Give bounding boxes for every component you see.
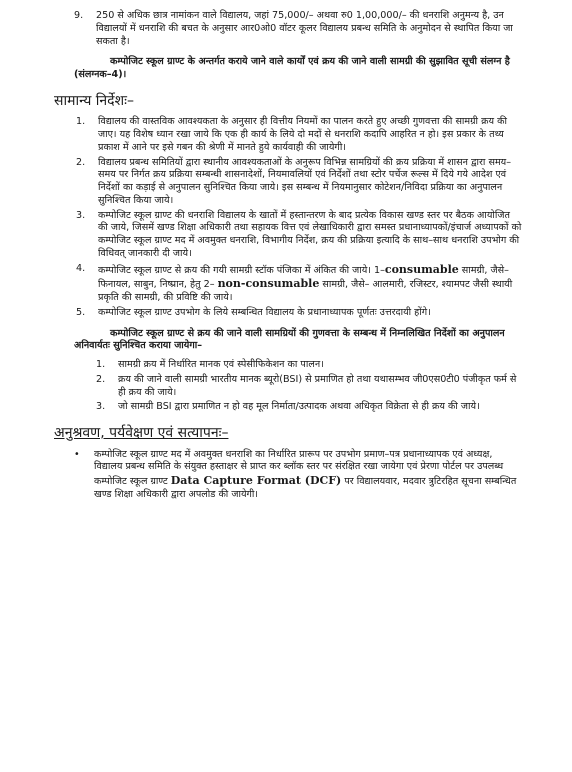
item-text: विद्यालय की वास्तविक आवश्यकता के अनुसार ही वित्तीय नियमों का पालन करते हुए अच्छी गुणवत्ता की सामग्री क्रय की जाए। यह विशेष ध्यान रखा जाये कि एक ही कार्य के लिये दो मदों से धनराशि कदापि आहरित न हो। इस प्रकार के तथ्य प्रकाश में आने पर इसे गबन की श्रेणी में मानते हुये कार्यवाही की जायेगी। bbox=[98, 116, 507, 153]
item-text: जो सामग्री BSI द्वारा प्रमाणित न हो वह मूल निर्माता/उत्पादक अथवा अधिकृत विक्रेता से ही क्रय की जाये। bbox=[118, 401, 480, 413]
item-number: 3. bbox=[96, 401, 106, 413]
monitoring-list bbox=[72, 449, 522, 502]
item-number: 2. bbox=[76, 156, 86, 168]
list-item bbox=[72, 449, 522, 502]
list-item bbox=[76, 157, 522, 208]
item-text-b: पर विद्यालयवार, मदवार त्रुटिरहित सूचना सम्बन्धित खण्ड शिक्षा अधिकारी द्वारा अपलोड की जायेगी। bbox=[94, 476, 517, 500]
composite-list-paragraph: कम्पोजिट स्कूल ग्राण्ट के अन्तर्गत कराये जाने वाले कार्यों एवं क्रय की जाने वाली सामग्री की सुझावित सूची संलग्न है (संलग्नक–4)। bbox=[74, 56, 510, 80]
item-number: 2. bbox=[96, 373, 106, 385]
item-text: सामग्री क्रय में निर्धारित मानक एवं स्पेसीफिकेशन का पालन। bbox=[118, 359, 324, 371]
quality-paragraph: कम्पोजिट स्कूल ग्राण्ट से क्रय की जाने वाली सामग्रियों की गुणवत्ता के सम्बन्ध में निम्नलिखित निर्देशों का अनुपालन अनिवार्यतः सुनिश्चित कराया जायेगा– bbox=[74, 327, 505, 352]
non-consumable-term: non-consumable bbox=[217, 277, 320, 291]
item-text: विद्यालय प्रबन्ध समितियों द्वारा स्थानीय आवश्यकताओं के अनुरूप विभिन्न सामग्रियों की क्रय प्रक्रिया में शासन द्वारा समय–समय पर निर्गत क्रय प्रक्रिया सम्बन्धी शासनादेशों, नियमावलियों एवं निर्देशों तथा स्टोर पर्चेज रूल्स में दिये गये आदेश एवं निर्देशों का कड़ाई से अनुपालन सुनिश्चित किया जाये। इस सम्बन्ध में नियमानुसार कोटेशन/निविदा प्रक्रिया का अनुपालन सुनिश्चित किया जाये। bbox=[98, 156, 512, 206]
item-text: 250 से अधिक छात्र नामांकन वाले विद्यालय, जहां 75,000/– अथवा रु0 1,00,000/– की धनराशि अनुमन्य है, उन विद्यालयों में धनराशि की बचत के अनुसार आर0ओ0 वॉटर कूलर विद्यालय प्रबन्ध समिति के अनुमोदन से स्थापित किया जा सकता है। bbox=[96, 10, 513, 47]
item-number: 3. bbox=[76, 209, 86, 221]
item-text-line1: कम्पोजिट स्कूल ग्राण्ट से क्रय की गयी सामग्री स्टॉक पंजिका में अंकित की जाये। 1– bbox=[98, 264, 385, 276]
item-number: 4. bbox=[76, 262, 86, 274]
item-text-mid: सामग्री, जैसे– फिनायल, साबुन, निष्प्रान, हेतु 2– bbox=[98, 264, 509, 291]
dcf-term: Data Capture Format (DCF) bbox=[170, 474, 342, 488]
bullet-icon: • bbox=[74, 448, 80, 460]
quality-instructions-list bbox=[96, 359, 522, 414]
item-number: 9. bbox=[74, 10, 84, 21]
list-item bbox=[76, 210, 522, 261]
list-item bbox=[76, 116, 522, 154]
item-text-rest: सामग्री, जैसे– आलमारी, रजिस्टर, श्यामपट जैसी स्थायी प्रकृति की सामग्री, की प्रविष्टि की जाये। bbox=[98, 279, 513, 304]
list-item bbox=[76, 263, 522, 305]
item-number: 1. bbox=[96, 359, 106, 371]
item-text: क्रय की जाने वाली सामग्री भारतीय मानक ब्यूरो(BSI) से प्रमाणित हो तथा यथासम्भव जी0एस0टी0 पंजीकृत फर्म से ही क्रय की जाये। bbox=[118, 373, 517, 398]
general-instructions-list bbox=[76, 116, 522, 319]
item-text: कम्पोजिट स्कूल ग्राण्ट की धनराशि विद्यालय के खातों में हस्तान्तरण के बाद प्रत्येक विकास खण्ड स्तर पर बैठक आयोजित की जाये, जिसमें खण्ड शिक्षा अधिकारी तथा सहायक वित्त एवं लेखाधिकारी द्वारा समस्त प्रधानाध्यापकों/इंचार्ज अध्यापकों को कम्पोजिट स्कूल ग्राण्ट मद में अवमुक्त धनराशि, विभागीय निर्देश, क्रय की प्रक्रिया इत्यादि के साथ–साथ धनराशि उपभोग की विधिवत् जानकारी दी जाये। bbox=[98, 209, 522, 259]
list-item bbox=[96, 359, 522, 372]
monitoring-heading: अनुश्रवण, पर्यवेक्षण एवं सत्यापनः– bbox=[54, 425, 229, 442]
general-instructions-heading: सामान्य निर्देशः– bbox=[54, 92, 134, 109]
item-text bbox=[94, 449, 522, 502]
intro-list-item bbox=[74, 10, 522, 48]
item-number: 5. bbox=[76, 306, 86, 318]
list-item bbox=[96, 374, 522, 400]
list-item bbox=[96, 401, 522, 414]
list-item bbox=[76, 307, 522, 320]
item-text bbox=[98, 263, 522, 305]
item-text: कम्पोजिट स्कूल ग्राण्ट उपभोग के लिये सम्बन्धित विद्यालय के प्रधानाध्यापक पूर्णतः उत्तरदायी होंगे। bbox=[98, 306, 431, 318]
consumable-term: consumable bbox=[384, 262, 459, 276]
item-number: 1. bbox=[76, 116, 86, 128]
item-text-a: कम्पोजिट स्कूल ग्राण्ट मद में अवमुक्त धनराशि का निर्धारित प्रारूप पर उपभोग प्रमाण–पत्र प्रधानाध्यापक एवं अध्यक्ष, विद्यालय प्रबन्ध समिति के संयुक्त हस्ताक्षर से प्राप्त कर ब्लॉक स्तर पर संरक्षित रखा जायेगा एवं प्रेरणा पोर्टल पर उपलब्ध कम्पोजिट स्कूल ग्राण्ट bbox=[94, 448, 504, 488]
